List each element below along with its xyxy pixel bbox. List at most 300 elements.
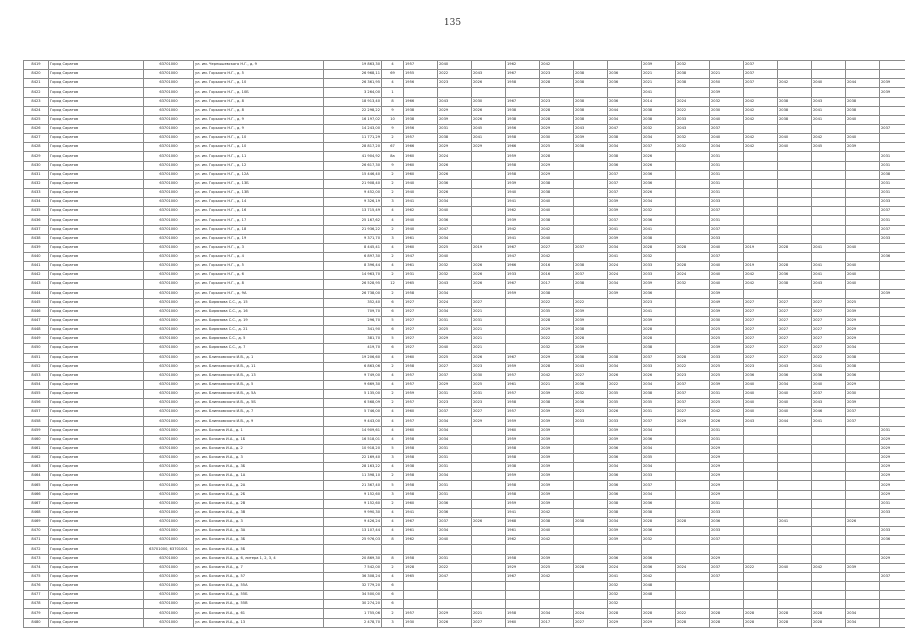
table-cell: 6 bbox=[382, 344, 404, 353]
table-cell: 1958 bbox=[506, 399, 540, 408]
table-cell: 2 bbox=[382, 609, 404, 618]
table-cell: 2038 bbox=[778, 106, 812, 115]
table-cell: 2021 bbox=[472, 335, 506, 344]
table-cell bbox=[438, 88, 472, 97]
table-cell: 2029 bbox=[846, 326, 880, 335]
table-cell bbox=[846, 124, 880, 133]
table-cell: 2036 bbox=[438, 216, 472, 225]
table-cell bbox=[744, 225, 778, 234]
table-cell: 2029 bbox=[438, 335, 472, 344]
table-cell bbox=[812, 179, 846, 188]
table-cell: 63701000 bbox=[144, 188, 194, 197]
table-cell: 2038 bbox=[608, 152, 642, 161]
table-cell: 2026 bbox=[472, 518, 506, 527]
table-cell bbox=[778, 463, 812, 472]
table-cell: 2031 bbox=[880, 161, 905, 170]
table-cell: 2036 bbox=[642, 170, 676, 179]
table-cell: 2034 bbox=[846, 618, 880, 627]
table-cell: 1927 bbox=[404, 298, 438, 307]
table-cell: 2027 bbox=[778, 344, 812, 353]
table-cell: 2029 bbox=[540, 353, 574, 362]
table-cell: 1940 bbox=[404, 216, 438, 225]
table-cell: 8450 bbox=[24, 344, 49, 353]
table-cell: 2031 bbox=[710, 216, 744, 225]
table-cell: ул. им. Бочкина И.А., д. 55А bbox=[194, 582, 324, 591]
table-cell: 2034 bbox=[438, 417, 472, 426]
table-cell: 2032 bbox=[642, 252, 676, 261]
table-cell: 2025 bbox=[710, 335, 744, 344]
table-cell: 1958 bbox=[506, 170, 540, 179]
table-cell bbox=[574, 179, 608, 188]
table-cell bbox=[880, 70, 905, 79]
table-cell: 2041 bbox=[642, 88, 676, 97]
table-cell bbox=[846, 499, 880, 508]
table-cell bbox=[880, 115, 905, 124]
table-cell: 2034 bbox=[438, 307, 472, 316]
table-cell: 2029 bbox=[710, 481, 744, 490]
table-cell bbox=[880, 262, 905, 271]
table-cell: 63701000 bbox=[144, 216, 194, 225]
table-cell: 5 bbox=[382, 316, 404, 325]
table-cell: 6 bbox=[382, 600, 404, 609]
table-cell bbox=[676, 252, 710, 261]
table-cell: ул. им. Горького Н.Г., д. 12 bbox=[194, 161, 324, 170]
table-cell: 2032 bbox=[676, 61, 710, 70]
table-cell: 63701000 bbox=[144, 536, 194, 545]
table-cell: 2028 bbox=[540, 79, 574, 88]
table-cell: 2033 bbox=[608, 417, 642, 426]
table-cell: 2025 bbox=[438, 326, 472, 335]
table-cell: 2029 bbox=[880, 490, 905, 499]
table-row bbox=[24, 490, 905, 499]
table-cell: 1966 bbox=[404, 143, 438, 152]
table-cell: 2037 bbox=[438, 371, 472, 380]
table-cell: 9 152,60 bbox=[324, 490, 382, 499]
table-cell: ул. им. Горького Н.Г., д. 9 bbox=[194, 115, 324, 124]
table-cell: 2038 bbox=[642, 344, 676, 353]
table-cell: 2033 bbox=[642, 271, 676, 280]
table-cell: 8459 bbox=[24, 426, 49, 435]
table-cell: 2037 bbox=[710, 225, 744, 234]
table-cell: 2040 bbox=[540, 527, 574, 536]
table-cell: 2043 bbox=[812, 399, 846, 408]
table-cell: ул. им. Горького Н.Г., д. 8 bbox=[194, 97, 324, 106]
table-cell: 2022 bbox=[438, 70, 472, 79]
table-row bbox=[24, 463, 905, 472]
table-cell: 1956 bbox=[506, 124, 540, 133]
table-cell: 1929 bbox=[506, 563, 540, 572]
table-cell bbox=[676, 225, 710, 234]
table-cell: 2024 bbox=[676, 271, 710, 280]
table-cell: 14 243,00 bbox=[324, 124, 382, 133]
table-cell: 2036 bbox=[438, 508, 472, 517]
table-cell: 2026 bbox=[642, 371, 676, 380]
table-cell bbox=[744, 188, 778, 197]
table-cell: 1960 bbox=[404, 243, 438, 252]
table-cell: 2038 bbox=[642, 508, 676, 517]
table-cell bbox=[574, 463, 608, 472]
table-cell: 2031 bbox=[438, 463, 472, 472]
table-cell: 8472 bbox=[24, 545, 49, 554]
table-cell bbox=[540, 88, 574, 97]
table-cell: 8479 bbox=[24, 609, 49, 618]
table-cell: 2038 bbox=[642, 115, 676, 124]
table-cell: 2 bbox=[382, 170, 404, 179]
table-cell: 2025 bbox=[710, 326, 744, 335]
table-cell: 2036 bbox=[438, 179, 472, 188]
table-cell: 2032 bbox=[676, 143, 710, 152]
table-cell: 2033 bbox=[642, 362, 676, 371]
table-cell: 2038 bbox=[676, 79, 710, 88]
table-cell: 2029 bbox=[880, 481, 905, 490]
table-cell: 2 bbox=[382, 179, 404, 188]
table-cell: 1927 bbox=[404, 344, 438, 353]
table-cell: 2021 bbox=[642, 79, 676, 88]
table-cell bbox=[676, 508, 710, 517]
table-cell: 2033 bbox=[710, 508, 744, 517]
table-cell: 2040 bbox=[846, 115, 880, 124]
table-row bbox=[24, 600, 905, 609]
table-cell: 1967 bbox=[506, 572, 540, 581]
table-cell bbox=[744, 536, 778, 545]
table-cell: Город Саратов bbox=[49, 618, 144, 627]
table-cell: 2042 bbox=[540, 225, 574, 234]
table-cell: 2041 bbox=[812, 262, 846, 271]
table-cell: 1941 bbox=[506, 234, 540, 243]
table-cell: 2039 bbox=[540, 417, 574, 426]
table-cell: 2031 bbox=[710, 170, 744, 179]
table-cell: Город Саратов bbox=[49, 225, 144, 234]
table-cell bbox=[778, 70, 812, 79]
table-row bbox=[24, 298, 905, 307]
table-cell: 8438 bbox=[24, 234, 49, 243]
table-cell: Город Саратов bbox=[49, 344, 144, 353]
table-cell: 2050 bbox=[710, 79, 744, 88]
table-cell: 2021 bbox=[710, 70, 744, 79]
table-cell: 2039 bbox=[846, 563, 880, 572]
table-cell: 2031 bbox=[438, 390, 472, 399]
table-cell: 2043 bbox=[438, 280, 472, 289]
table-cell: 11 398,10 bbox=[324, 472, 382, 481]
table-cell: 2017 bbox=[540, 618, 574, 627]
table-cell: 1941 bbox=[506, 508, 540, 517]
table-cell: 2039 bbox=[540, 554, 574, 563]
table-cell bbox=[710, 591, 744, 600]
table-cell: 2038 bbox=[540, 289, 574, 298]
table-cell bbox=[846, 454, 880, 463]
table-cell: 2028 bbox=[642, 518, 676, 527]
table-cell: 6 bbox=[382, 582, 404, 591]
table-cell: 2031 bbox=[710, 179, 744, 188]
table-cell: 1960 bbox=[404, 426, 438, 435]
table-cell bbox=[506, 545, 540, 554]
table-cell: 2041 bbox=[812, 115, 846, 124]
table-cell: ул. им. Горького Н.Г., д. 9А bbox=[194, 289, 324, 298]
table-cell: 2028 bbox=[574, 563, 608, 572]
table-cell: 8434 bbox=[24, 198, 49, 207]
table-cell: 2026 bbox=[472, 79, 506, 88]
table-cell: 63701000 bbox=[144, 609, 194, 618]
table-cell: 2034 bbox=[608, 243, 642, 252]
table-cell: Город Саратов bbox=[49, 463, 144, 472]
table-cell: 3 bbox=[382, 234, 404, 243]
table-cell: 4 bbox=[382, 353, 404, 362]
table-cell: 1957 bbox=[404, 61, 438, 70]
table-cell: 2033 bbox=[642, 472, 676, 481]
table-cell bbox=[472, 527, 506, 536]
table-cell: 8 bbox=[382, 554, 404, 563]
table-cell: 2031 bbox=[472, 316, 506, 325]
table-cell bbox=[676, 481, 710, 490]
table-cell bbox=[846, 179, 880, 188]
table-cell: Город Саратов bbox=[49, 188, 144, 197]
table-cell: 2040 bbox=[744, 390, 778, 399]
table-cell: 1958 bbox=[506, 490, 540, 499]
table-cell: 36 308,24 bbox=[324, 572, 382, 581]
table-cell bbox=[324, 545, 382, 554]
table-cell: Город Саратов bbox=[49, 152, 144, 161]
table-row bbox=[24, 97, 905, 106]
table-cell: 1959 bbox=[506, 417, 540, 426]
table-row bbox=[24, 582, 905, 591]
table-cell: 2039 bbox=[608, 426, 642, 435]
table-cell: 8443 bbox=[24, 280, 49, 289]
table-row bbox=[24, 435, 905, 444]
table-cell: 2029 bbox=[710, 472, 744, 481]
table-cell bbox=[846, 289, 880, 298]
table-cell: ул. им. Бочкина И.А., д. 55Б bbox=[194, 591, 324, 600]
table-cell bbox=[744, 289, 778, 298]
table-cell: 2029 bbox=[710, 444, 744, 453]
table-cell: 2023 bbox=[540, 97, 574, 106]
table-cell: 2031 bbox=[880, 426, 905, 435]
table-cell: 2038 bbox=[846, 362, 880, 371]
table-cell: 2019 bbox=[744, 243, 778, 252]
table-cell bbox=[744, 152, 778, 161]
table-cell: 2027 bbox=[438, 362, 472, 371]
table-cell: 2037 bbox=[710, 124, 744, 133]
table-cell: 63701000 bbox=[144, 380, 194, 389]
table-cell: 6 bbox=[382, 298, 404, 307]
table-cell bbox=[744, 252, 778, 261]
table-cell bbox=[574, 591, 608, 600]
table-cell: 2039 bbox=[540, 472, 574, 481]
table-cell bbox=[472, 179, 506, 188]
table-cell: 2033 bbox=[710, 234, 744, 243]
table-cell bbox=[880, 609, 905, 618]
table-cell: 2040 bbox=[778, 390, 812, 399]
table-cell bbox=[880, 390, 905, 399]
table-cell bbox=[812, 61, 846, 70]
table-cell: 10 bbox=[382, 115, 404, 124]
table-cell bbox=[846, 527, 880, 536]
table-cell: 2023 bbox=[676, 371, 710, 380]
table-cell: 2040 bbox=[744, 380, 778, 389]
table-cell: ул. им. Горького Н.Г., д. 13Б bbox=[194, 179, 324, 188]
table-cell bbox=[812, 472, 846, 481]
table-cell: 1940 bbox=[404, 179, 438, 188]
table-cell: Город Саратов bbox=[49, 582, 144, 591]
table-row bbox=[24, 243, 905, 252]
table-cell bbox=[846, 88, 880, 97]
table-cell: 2028 bbox=[608, 609, 642, 618]
table-cell: ул. им. Бирюзова С.С., д. 19 bbox=[194, 316, 324, 325]
table-cell: 16 518,01 bbox=[324, 435, 382, 444]
table-cell: 8452 bbox=[24, 362, 49, 371]
table-cell: 1958 bbox=[404, 490, 438, 499]
table-cell bbox=[812, 207, 846, 216]
table-cell: Город Саратов bbox=[49, 435, 144, 444]
table-cell bbox=[574, 88, 608, 97]
table-cell bbox=[778, 161, 812, 170]
table-cell: 2033 bbox=[880, 508, 905, 517]
table-cell: 2038 bbox=[574, 143, 608, 152]
table-cell bbox=[574, 508, 608, 517]
table-cell: 2035 bbox=[540, 307, 574, 316]
table-cell: 63701000 bbox=[144, 353, 194, 362]
table-cell: 15 446,40 bbox=[324, 170, 382, 179]
table-cell: 2036 bbox=[608, 554, 642, 563]
table-cell: Город Саратов bbox=[49, 124, 144, 133]
table-cell: 16 197,02 bbox=[324, 115, 382, 124]
table-cell bbox=[880, 271, 905, 280]
table-cell: 1957 bbox=[506, 390, 540, 399]
table-cell: 2034 bbox=[642, 134, 676, 143]
table-cell: 2027 bbox=[812, 316, 846, 325]
table-cell: 2037 bbox=[880, 572, 905, 581]
table-cell: 9 669,30 bbox=[324, 380, 382, 389]
table-cell: 2036 bbox=[642, 554, 676, 563]
table-cell: Город Саратов bbox=[49, 335, 144, 344]
table-cell: Город Саратов bbox=[49, 591, 144, 600]
table-cell: 2030 bbox=[472, 97, 506, 106]
table-cell bbox=[778, 527, 812, 536]
table-cell: 2039 bbox=[608, 198, 642, 207]
table-cell: 2026 bbox=[472, 280, 506, 289]
table-cell: 2034 bbox=[438, 426, 472, 435]
table-cell: ул. им. Горького Н.Г., д. 12А bbox=[194, 170, 324, 179]
table-cell bbox=[472, 536, 506, 545]
table-cell: Город Саратов bbox=[49, 499, 144, 508]
table-cell bbox=[472, 234, 506, 243]
table-cell: 11 771,29 bbox=[324, 134, 382, 143]
table-cell bbox=[574, 572, 608, 581]
table-cell: 2040 bbox=[540, 198, 574, 207]
table-cell bbox=[812, 152, 846, 161]
table-cell: 2042 bbox=[744, 97, 778, 106]
table-cell bbox=[812, 124, 846, 133]
table-cell bbox=[506, 335, 540, 344]
table-cell: 2022 bbox=[676, 362, 710, 371]
table-cell bbox=[846, 70, 880, 79]
table-cell: 2028 bbox=[676, 262, 710, 271]
table-cell: 1957 bbox=[404, 609, 438, 618]
table-row bbox=[24, 262, 905, 271]
table-cell bbox=[608, 88, 642, 97]
table-cell: 2029 bbox=[472, 417, 506, 426]
table-cell: 2039 bbox=[608, 435, 642, 444]
table-cell bbox=[574, 234, 608, 243]
table-cell: 8464 bbox=[24, 472, 49, 481]
table-cell: 2032 bbox=[540, 344, 574, 353]
table-cell: 2033 bbox=[642, 262, 676, 271]
table-cell: 2024 bbox=[608, 563, 642, 572]
table-cell: 2031 bbox=[710, 188, 744, 197]
table-cell: 2039 bbox=[540, 435, 574, 444]
table-cell: 1958 bbox=[404, 554, 438, 563]
table-cell: 2038 bbox=[438, 134, 472, 143]
table-cell bbox=[778, 600, 812, 609]
table-cell bbox=[778, 444, 812, 453]
table-cell bbox=[438, 545, 472, 554]
table-cell bbox=[812, 600, 846, 609]
table-cell: 2030 bbox=[472, 371, 506, 380]
table-cell: 2029 bbox=[846, 380, 880, 389]
table-row bbox=[24, 225, 905, 234]
table-cell: 12 bbox=[382, 280, 404, 289]
table-cell: 2 bbox=[382, 499, 404, 508]
table-cell: Город Саратов bbox=[49, 371, 144, 380]
table-cell: 2031 bbox=[880, 499, 905, 508]
table-cell: ул. им. Бочкина И.А., д. 2 bbox=[194, 444, 324, 453]
table-cell bbox=[574, 536, 608, 545]
table-cell bbox=[608, 326, 642, 335]
table-cell: 2033 bbox=[676, 115, 710, 124]
table-cell: 8458 bbox=[24, 417, 49, 426]
table-cell: 1958 bbox=[506, 134, 540, 143]
table-cell bbox=[778, 545, 812, 554]
table-cell: 5 bbox=[382, 444, 404, 453]
table-row bbox=[24, 344, 905, 353]
table-row bbox=[24, 124, 905, 133]
table-cell: 1957 bbox=[404, 380, 438, 389]
table-cell bbox=[472, 463, 506, 472]
table-cell: 2034 bbox=[642, 198, 676, 207]
table-cell: 63701000 bbox=[144, 390, 194, 399]
table-cell: 2028 bbox=[540, 115, 574, 124]
table-cell bbox=[744, 435, 778, 444]
table-cell bbox=[676, 444, 710, 453]
table-row bbox=[24, 61, 905, 70]
table-cell: 2029 bbox=[880, 463, 905, 472]
table-cell: 2029 bbox=[846, 335, 880, 344]
table-cell: 2029 bbox=[642, 618, 676, 627]
table-cell bbox=[812, 88, 846, 97]
table-cell: 2036 bbox=[880, 536, 905, 545]
table-row bbox=[24, 454, 905, 463]
table-cell bbox=[676, 554, 710, 563]
table-cell: ул. им. Блинковского И.В., д. 7 bbox=[194, 408, 324, 417]
table-cell: ул. им. Горького Н.Г., д. 14 bbox=[194, 198, 324, 207]
table-cell bbox=[778, 289, 812, 298]
table-cell: 2040 bbox=[846, 271, 880, 280]
table-cell bbox=[676, 527, 710, 536]
table-cell: Город Саратов bbox=[49, 70, 144, 79]
table-cell bbox=[472, 198, 506, 207]
table-cell bbox=[608, 307, 642, 316]
table-cell: 2028 bbox=[744, 609, 778, 618]
table-cell: Город Саратов bbox=[49, 97, 144, 106]
table-cell: 21 367,40 bbox=[324, 481, 382, 490]
table-cell: 2036 bbox=[642, 499, 676, 508]
table-cell: 2038 bbox=[778, 280, 812, 289]
table-cell bbox=[506, 591, 540, 600]
table-cell bbox=[778, 490, 812, 499]
table-cell: 63701000 bbox=[144, 124, 194, 133]
table-cell: 4 bbox=[382, 380, 404, 389]
table-cell bbox=[438, 591, 472, 600]
table-cell: 2027 bbox=[472, 408, 506, 417]
